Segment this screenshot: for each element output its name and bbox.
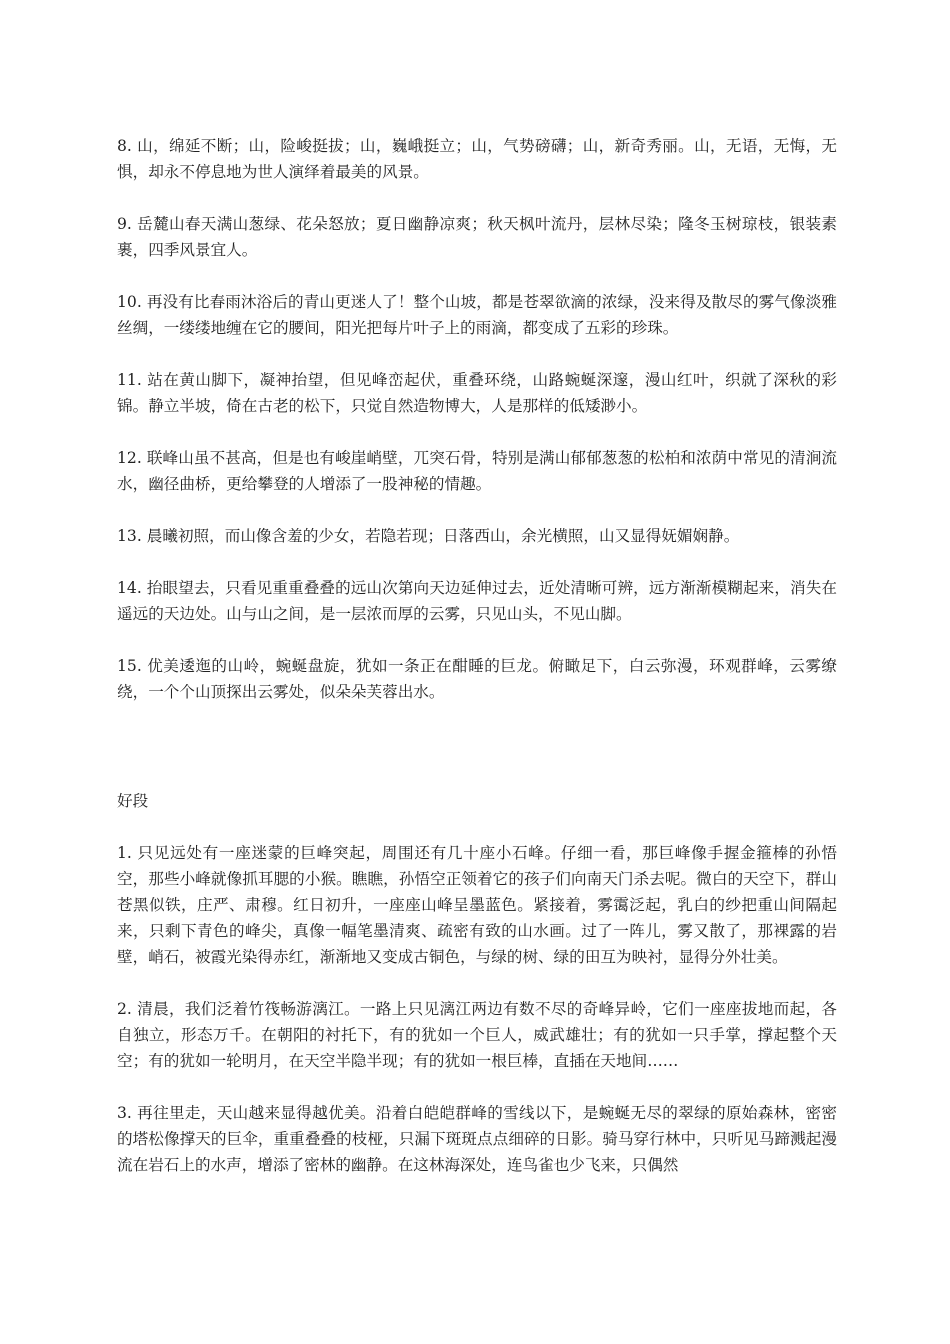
sentence-8: 8. 山，绵延不断；山，险峻挺拔；山，巍峨挺立；山，气势磅礴；山，新奇秀丽。山，无语，无悔，无惧，却永不停息地为世人演绎着最美的风景。 <box>117 137 837 181</box>
sentence-12: 12. 联峰山虽不甚高，但是也有峻崖峭壁，兀突石骨，特别是满山郁郁葱葱的松柏和浓荫中常见的清涧流水，幽径曲桥，更给攀登的人增添了一股神秘的情趣。 <box>117 449 837 493</box>
section-spacer <box>117 731 837 788</box>
paragraph-2: 2. 清晨，我们泛着竹筏畅游漓江。一路上只见漓江两边有数不尽的奇峰异岭，它们一座座拔地而起，各自独立，形态万千。在朝阳的衬托下，有的犹如一个巨人，威武雄壮；有的犹如一只手掌，撑起整个天空；有的犹如一轮明月，在天空半隐半现；有的犹如一根巨棒，直插在天地间…… <box>117 1000 837 1070</box>
paragraph-1: 1. 只见远处有一座迷蒙的巨峰突起，周围还有几十座小石峰。仔细一看，那巨峰像手握金箍棒的孙悟空，那些小峰就像抓耳腮的小猴。瞧瞧，孙悟空正领着它的孩子们向南天门杀去呢。微白的天空下，群山苍黑似铁，庄严、肃穆。红日初升，一座座山峰呈墨蓝色。紧接着，雾霭泛起，乳白的纱把重山间隔起来，只剩下青色的峰尖，真像一幅笔墨清爽、疏密有致的山水画。过了一阵儿，雾又散了，那裸露的岩壁，峭石，被霞光染得赤红，渐渐地又变成古铜色，与绿的树、绿的田互为映衬，显得分外壮美。 <box>117 844 837 966</box>
sentence-15: 15. 优美逶迤的山岭，蜿蜒盘旋，犹如一条正在酣睡的巨龙。俯瞰足下，白云弥漫，环观群峰，云雾缭绕，一个个山顶探出云雾处，似朵朵芙蓉出水。 <box>117 657 837 701</box>
sentence-9: 9. 岳麓山春天满山葱绿、花朵怒放；夏日幽静凉爽；秋天枫叶流丹，层林尽染；隆冬玉树琼枝，银装素裹，四季风景宜人。 <box>117 215 837 259</box>
sentence-11: 11. 站在黄山脚下，凝神抬望，但见峰峦起伏，重叠环绕，山路蜿蜒深邃，漫山红叶，织就了深秋的彩锦。静立半坡，倚在古老的松下，只觉自然造物博大，人是那样的低矮渺小。 <box>117 371 837 415</box>
paragraph-3: 3. 再往里走，天山越来显得越优美。沿着白皑皑群峰的雪线以下，是蜿蜒无尽的翠绿的原始森林，密密的塔松像撑天的巨伞，重重叠叠的枝桠，只漏下斑斑点点细碎的日影。骑马穿行林中，只听见马蹄溅起漫流在岩石上的水声，增添了密林的幽静。在这林海深处，连鸟雀也少飞来，只偶然 <box>117 1104 837 1174</box>
section-heading: 好段 <box>117 792 149 810</box>
document-body <box>117 133 837 1204</box>
sentence-10: 10. 再没有比春雨沐浴后的青山更迷人了！整个山坡，都是苍翠欲滴的浓绿，没来得及散尽的雾气像淡雅丝绸，一缕缕地缠在它的腰间，阳光把每片叶子上的雨滴，都变成了五彩的珍珠。 <box>117 293 837 337</box>
sentence-14: 14. 抬眼望去，只看见重重叠叠的远山次第向天边延伸过去，近处清晰可辨，远方渐渐模糊起来，消失在遥远的天边处。山与山之间，是一层浓而厚的云雾，只见山头，不见山脚。 <box>117 579 837 623</box>
sentence-13: 13. 晨曦初照，而山像含羞的少女，若隐若现；日落西山，余光横照，山又显得妩媚娴静。 <box>117 527 740 545</box>
